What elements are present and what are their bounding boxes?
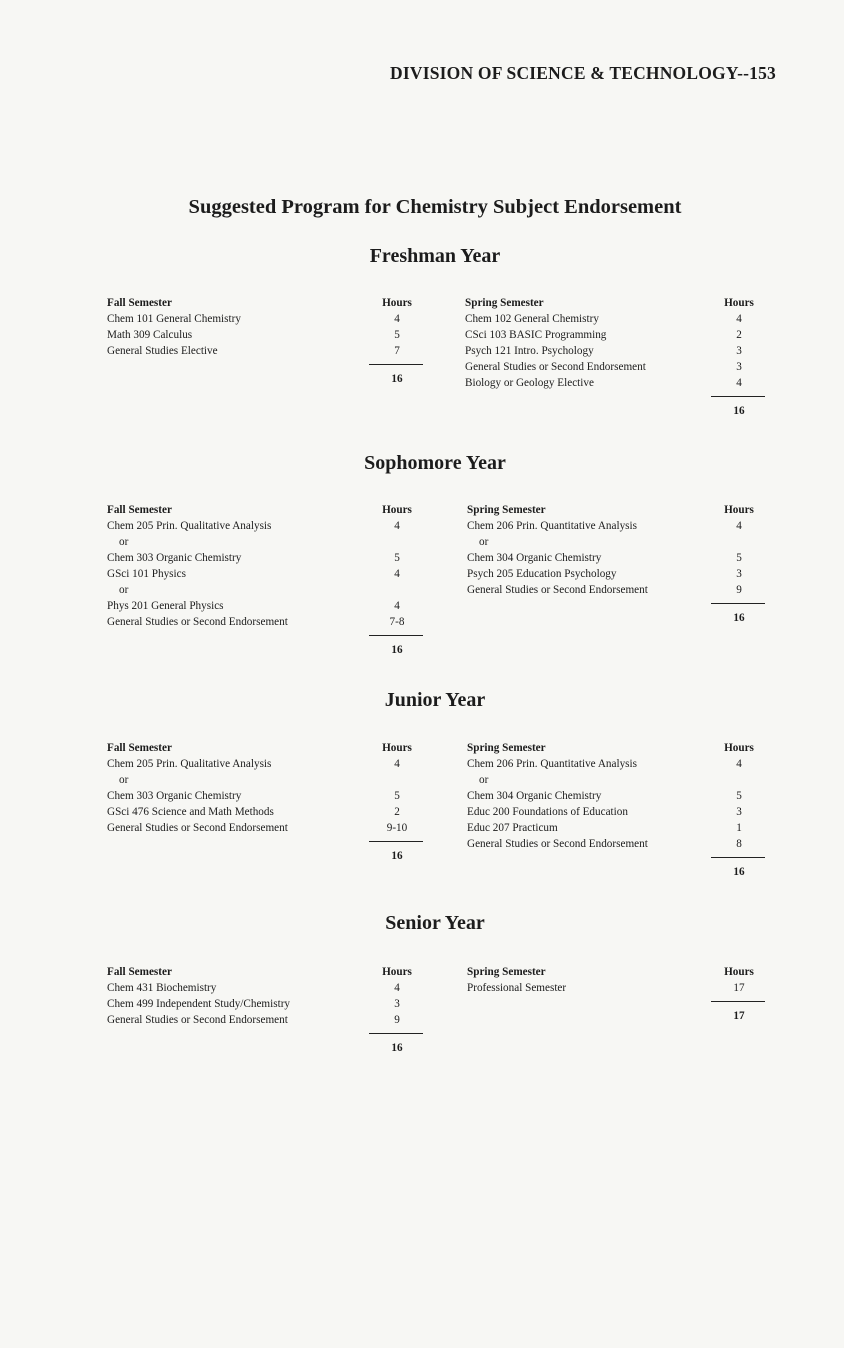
total-divider-line	[369, 364, 423, 365]
senior-fall-semester	[107, 964, 437, 1056]
course-name: Chem 101 General Chemistry	[107, 313, 241, 325]
total-divider-row	[467, 852, 779, 864]
course-name: Chem 206 Prin. Quantitative Analysis	[467, 758, 637, 770]
course-name: General Studies or Second Endorsement	[467, 838, 648, 850]
course-name: Chem 102 General Chemistry	[465, 313, 599, 325]
semester-header-row	[467, 964, 779, 980]
course-name: Chem 303 Organic Chemistry	[107, 790, 242, 802]
course-hours: 4	[736, 520, 742, 532]
course-row	[107, 980, 437, 996]
total-hours: 16	[391, 373, 403, 385]
course-name: Math 309 Calculus	[107, 329, 193, 341]
course-hours: 2	[394, 806, 400, 818]
course-name: General Studies Elective	[107, 345, 218, 357]
junior-fall-semester	[107, 740, 437, 864]
course-name: Biology or Geology Elective	[465, 377, 594, 389]
course-row	[107, 582, 437, 598]
course-row	[107, 566, 437, 582]
total-divider-row	[465, 391, 779, 403]
course-name: Professional Semester	[467, 982, 567, 994]
total-hours: 17	[733, 1010, 745, 1022]
course-hours: 4	[394, 313, 400, 325]
total-divider-row	[107, 1028, 437, 1040]
course-hours: 4	[736, 313, 742, 325]
total-row	[467, 864, 779, 880]
course-row	[107, 614, 437, 630]
course-hours: 9-10	[386, 822, 408, 834]
course-hours: 4	[394, 520, 400, 532]
course-name: Educ 200 Foundations of Education	[467, 806, 628, 818]
course-row	[465, 311, 779, 327]
total-divider-line	[369, 635, 423, 636]
course-hours: 3	[736, 568, 742, 580]
total-row	[467, 610, 779, 626]
hours-header: Hours	[724, 742, 754, 754]
course-name: General Studies or Second Endorsement	[107, 822, 288, 834]
total-divider-line	[711, 396, 765, 397]
total-row	[467, 1008, 779, 1024]
semester-label: Spring Semester	[465, 297, 544, 309]
course-row	[107, 598, 437, 614]
course-hours: 9	[736, 584, 742, 596]
semester-header-row	[467, 740, 779, 756]
course-row	[467, 788, 779, 804]
course-row	[467, 836, 779, 852]
course-name: Chem 304 Organic Chemistry	[467, 552, 602, 564]
semester-label: Fall Semester	[107, 966, 172, 978]
course-name: Educ 207 Practicum	[467, 822, 558, 834]
course-row	[467, 756, 779, 772]
course-name: General Studies or Second Endorsement	[107, 616, 288, 628]
course-row	[107, 327, 437, 343]
course-hours: 4	[394, 568, 400, 580]
semester-label: Fall Semester	[107, 297, 172, 309]
page-title: Suggested Program for Chemistry Subject Endorsement	[188, 196, 682, 218]
course-name: Psych 205 Education Psychology	[467, 568, 617, 580]
sophomore-spring-semester	[467, 502, 779, 626]
total-row	[465, 403, 779, 419]
course-name: CSci 103 BASIC Programming	[465, 329, 607, 341]
course-row	[107, 820, 437, 836]
course-hours: 9	[394, 1014, 400, 1026]
or-connector: or	[479, 774, 489, 786]
total-row	[107, 1040, 437, 1056]
total-divider-row	[467, 598, 779, 610]
course-row	[467, 980, 779, 996]
course-row	[467, 582, 779, 598]
semester-header-row	[107, 964, 437, 980]
course-name: General Studies or Second Endorsement	[465, 361, 646, 373]
course-name: GSci 101 Physics	[107, 568, 186, 580]
hours-header: Hours	[382, 966, 412, 978]
total-divider-line	[711, 1001, 765, 1002]
course-row	[107, 343, 437, 359]
course-row	[107, 756, 437, 772]
course-name: General Studies or Second Endorsement	[107, 1014, 288, 1026]
total-divider-row	[107, 630, 437, 642]
course-hours: 17	[733, 982, 745, 994]
hours-header: Hours	[724, 966, 754, 978]
course-hours: 3	[736, 361, 742, 373]
course-name: Psych 121 Intro. Psychology	[465, 345, 594, 357]
course-row	[107, 804, 437, 820]
course-hours: 7	[394, 345, 400, 357]
total-hours: 16	[733, 405, 745, 417]
course-row	[107, 518, 437, 534]
course-row	[465, 375, 779, 391]
hours-header: Hours	[724, 504, 754, 516]
course-row	[465, 343, 779, 359]
course-hours: 8	[736, 838, 742, 850]
junior-year-heading: Junior Year	[384, 689, 486, 711]
hours-header: Hours	[382, 504, 412, 516]
freshman-year-heading: Freshman Year	[369, 245, 501, 267]
course-name: Chem 206 Prin. Quantitative Analysis	[467, 520, 637, 532]
hours-header: Hours	[382, 742, 412, 754]
or-connector: or	[479, 536, 489, 548]
total-divider-row	[107, 836, 437, 848]
course-hours: 5	[394, 552, 400, 564]
course-hours: 2	[736, 329, 742, 341]
total-divider-line	[369, 1033, 423, 1034]
total-divider-row	[107, 359, 437, 371]
course-row	[465, 327, 779, 343]
semester-label: Fall Semester	[107, 504, 172, 516]
course-hours: 4	[736, 758, 742, 770]
course-hours: 5	[394, 329, 400, 341]
semester-label: Spring Semester	[467, 504, 546, 516]
sophomore-year-heading: Sophomore Year	[364, 452, 506, 474]
semester-label: Spring Semester	[467, 742, 546, 754]
course-name: Chem 303 Organic Chemistry	[107, 552, 242, 564]
course-row	[465, 359, 779, 375]
course-hours: 3	[736, 806, 742, 818]
course-name: GSci 476 Science and Math Methods	[107, 806, 274, 818]
semester-header-row	[465, 295, 779, 311]
total-divider-line	[711, 603, 765, 604]
total-row	[107, 848, 437, 864]
total-hours: 16	[391, 850, 403, 862]
course-hours: 3	[736, 345, 742, 357]
course-name: Chem 205 Prin. Qualitative Analysis	[107, 520, 272, 532]
course-hours: 5	[736, 790, 742, 802]
total-hours: 16	[733, 612, 745, 624]
or-connector: or	[119, 584, 129, 596]
junior-spring-semester	[467, 740, 779, 880]
course-hours: 5	[394, 790, 400, 802]
course-name: Chem 499 Independent Study/Chemistry	[107, 998, 291, 1010]
course-hours: 7-8	[389, 616, 405, 628]
course-hours: 1	[736, 822, 742, 834]
total-row	[107, 642, 437, 658]
course-row	[467, 534, 779, 550]
total-divider-line	[711, 857, 765, 858]
course-row	[467, 772, 779, 788]
total-row	[107, 371, 437, 387]
semester-label: Spring Semester	[467, 966, 546, 978]
course-hours: 3	[394, 998, 400, 1010]
semester-header-row	[467, 502, 779, 518]
semester-header-row	[107, 502, 437, 518]
course-row	[467, 820, 779, 836]
course-hours: 4	[394, 758, 400, 770]
course-row	[107, 788, 437, 804]
total-divider-row	[467, 996, 779, 1008]
freshman-spring-semester	[465, 295, 779, 419]
course-row	[107, 1012, 437, 1028]
course-row	[467, 804, 779, 820]
course-hours: 4	[736, 377, 742, 389]
running-head: DIVISION OF SCIENCE & TECHNOLOGY--153	[390, 63, 776, 83]
or-connector: or	[119, 536, 129, 548]
total-divider-line	[369, 841, 423, 842]
course-name: Chem 205 Prin. Qualitative Analysis	[107, 758, 272, 770]
course-hours: 5	[736, 552, 742, 564]
course-row	[467, 550, 779, 566]
hours-header: Hours	[724, 297, 754, 309]
course-hours: 4	[394, 982, 400, 994]
freshman-fall-semester	[107, 295, 437, 387]
course-row	[107, 550, 437, 566]
course-hours: 4	[394, 600, 400, 612]
course-name: Chem 304 Organic Chemistry	[467, 790, 602, 802]
course-name: General Studies or Second Endorsement	[467, 584, 648, 596]
course-row	[467, 566, 779, 582]
course-row	[107, 772, 437, 788]
hours-header: Hours	[382, 297, 412, 309]
sophomore-fall-semester	[107, 502, 437, 658]
total-hours: 16	[391, 644, 403, 656]
course-name: Phys 201 General Physics	[107, 600, 224, 612]
or-connector: or	[119, 774, 129, 786]
senior-year-heading: Senior Year	[385, 912, 485, 934]
course-row	[107, 996, 437, 1012]
course-row	[107, 534, 437, 550]
total-hours: 16	[391, 1042, 403, 1054]
course-row	[467, 518, 779, 534]
course-name: Chem 431 Biochemistry	[107, 982, 217, 994]
semester-header-row	[107, 740, 437, 756]
semester-header-row	[107, 295, 437, 311]
course-row	[107, 311, 437, 327]
total-hours: 16	[733, 866, 745, 878]
semester-label: Fall Semester	[107, 742, 172, 754]
senior-spring-semester	[467, 964, 779, 1024]
